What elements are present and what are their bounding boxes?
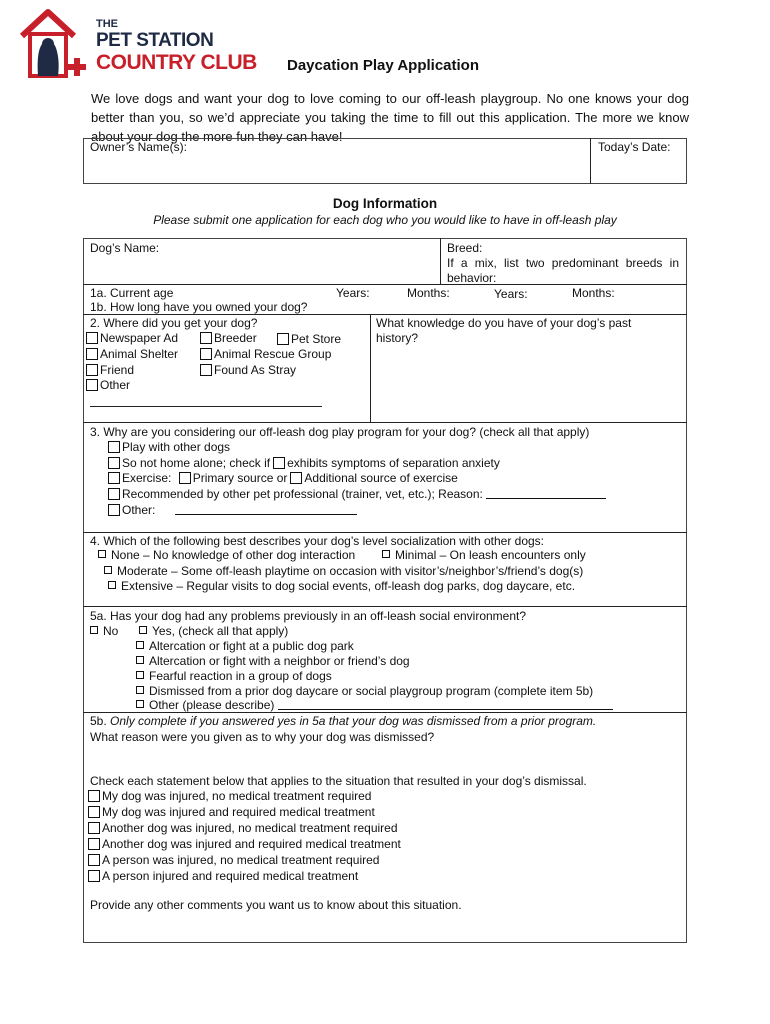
checkbox[interactable] [86, 348, 98, 360]
statement-1[interactable]: My dog was injured and required medical treatment [88, 805, 375, 819]
checkbox[interactable] [136, 700, 144, 708]
other-problem-line[interactable] [278, 709, 613, 710]
statement-3[interactable]: Another dog was injured and required medical treatment [88, 837, 401, 851]
dismissal-reason-question[interactable]: What reason were you given as to why your dog was dismissed? [90, 730, 435, 744]
dog-house-icon [18, 8, 96, 80]
q2-label: 2. Where did you get your dog? [90, 316, 258, 330]
checkbox[interactable] [88, 790, 100, 802]
statement-5[interactable]: A person injured and required medical treatment [88, 869, 358, 883]
separation-checkbox[interactable] [273, 457, 285, 469]
reason-other[interactable]: Other: [108, 503, 357, 517]
logo-pet-station: PET STATION [96, 30, 214, 51]
reason-recommended[interactable]: Recommended by other pet professional (trainer, vet, etc.); Reason: [108, 487, 606, 501]
other-reason-line[interactable] [175, 514, 357, 515]
radio[interactable] [382, 550, 390, 558]
checkbox[interactable] [86, 364, 98, 376]
checkbox[interactable] [136, 656, 144, 664]
reason-not-home[interactable]: So not home alone; check if exhibits symptoms of separation anxiety [108, 456, 500, 470]
additional-checkbox[interactable] [290, 472, 302, 484]
checkbox[interactable] [86, 379, 98, 391]
dog-info-heading: Dog Information [332, 196, 438, 211]
checkbox[interactable] [86, 332, 98, 344]
breed-hint: If a mix, list two predominant breeds in behavior: [447, 256, 679, 285]
source-breeder[interactable]: Breeder [200, 331, 257, 345]
source-other[interactable]: Other [86, 378, 130, 392]
checkbox[interactable] [90, 626, 98, 634]
logo-the: THE [96, 18, 118, 30]
page-title: Daycation Play Application [287, 57, 479, 74]
checkbox[interactable] [88, 838, 100, 850]
problems-yes[interactable]: Yes, (check all that apply) [139, 624, 288, 638]
source-animal-shelter[interactable]: Animal Shelter [86, 347, 178, 361]
dog-info-subheading: Please submit one application for each dog who you would like to have in off-leash play [153, 213, 617, 227]
checkbox[interactable] [108, 457, 120, 469]
checkbox[interactable] [136, 671, 144, 679]
reason-line[interactable] [486, 498, 606, 499]
logo-country-club: COUNTRY CLUB [96, 51, 257, 74]
reason-play[interactable]: Play with other dogs [108, 440, 230, 454]
radio[interactable] [98, 550, 106, 558]
checkbox[interactable] [136, 686, 144, 694]
reason-exercise[interactable]: Exercise: Primary source or Additional source of exercise [108, 471, 458, 485]
source-newspaper[interactable]: Newspaper Ad [86, 331, 178, 345]
statement-2[interactable]: Another dog was injured, no medical treatment required [88, 821, 398, 835]
problem-public-park[interactable]: Altercation or fight at a public dog park [136, 639, 354, 653]
primary-checkbox[interactable] [179, 472, 191, 484]
checkbox[interactable] [200, 332, 212, 344]
source-friend[interactable]: Friend [86, 363, 134, 377]
intro-paragraph: We love dogs and want your dog to love coming to our off-leash playgroup. No one knows your dog better than you, so we’d appreciate you taking the time to fill out this application. The more we know about your dog the more fun they can have! [91, 91, 689, 144]
checkbox[interactable] [200, 348, 212, 360]
problem-other[interactable]: Other (please describe) [136, 698, 613, 712]
problem-fearful[interactable]: Fearful reaction in a group of dogs [136, 669, 332, 683]
checkbox[interactable] [200, 364, 212, 376]
social-none[interactable]: None – No knowledge of other dog interaction [98, 548, 355, 562]
source-pet-store[interactable]: Pet Store [277, 332, 341, 346]
current-age-label: 1a. Current age [90, 286, 174, 300]
logo [18, 8, 268, 80]
q5a-label: 5a. Has your dog had any problems previously in an off-leash social environment? [90, 609, 527, 623]
checkbox[interactable] [88, 854, 100, 866]
social-extensive[interactable]: Extensive – Regular visits to dog social events, off-leash dog parks, dog daycare, etc. [108, 579, 575, 593]
q5b-label: 5b. Only complete if you answered yes in 5a that your dog was dismissed from a prior program. [90, 714, 597, 728]
checkbox[interactable] [88, 806, 100, 818]
age-years-field[interactable]: Years: [336, 286, 370, 300]
problems-no[interactable]: No [90, 624, 118, 638]
radio[interactable] [108, 581, 116, 589]
problem-neighbor-dog[interactable]: Altercation or fight with a neighbor or friend’s dog [136, 654, 410, 668]
other-source-line[interactable] [90, 406, 322, 407]
check-intro: Check each statement below that applies to the situation that resulted in your dog’s dismissal. [90, 774, 587, 788]
statement-0[interactable]: My dog was injured, no medical treatment required [88, 789, 371, 803]
owned-months-field[interactable]: Months: [572, 286, 615, 300]
checkbox[interactable] [88, 822, 100, 834]
owned-years-field[interactable]: Years: [494, 287, 528, 301]
checkbox[interactable] [108, 488, 120, 500]
todays-date-field[interactable]: Today’s Date: [598, 140, 671, 154]
q3-label: 3. Why are you considering our off-leash dog play program for your dog? (check all that apply) [90, 425, 590, 439]
checkbox[interactable] [108, 472, 120, 484]
checkbox[interactable] [136, 641, 144, 649]
age-months-field[interactable]: Months: [407, 286, 450, 300]
social-moderate[interactable]: Moderate – Some off-leash playtime on occasion with visitor’s/neighbor’s/friend’s dog(s) [104, 564, 583, 578]
radio[interactable] [104, 566, 112, 574]
checkbox[interactable] [88, 870, 100, 882]
dogs-name-field[interactable]: Dog’s Name: [90, 241, 160, 255]
source-rescue-group[interactable]: Animal Rescue Group [200, 347, 331, 361]
breed-field[interactable]: Breed: [447, 241, 483, 255]
owned-duration-label: 1b. How long have you owned your dog? [90, 300, 308, 314]
statement-4[interactable]: A person was injured, no medical treatment required [88, 853, 379, 867]
source-found-stray[interactable]: Found As Stray [200, 363, 296, 377]
comments-prompt[interactable]: Provide any other comments you want us to know about this situation. [90, 898, 462, 912]
history-question[interactable]: What knowledge do you have of your dog’s past history? [376, 316, 632, 345]
checkbox[interactable] [108, 441, 120, 453]
checkbox[interactable] [277, 333, 289, 345]
problem-dismissed[interactable]: Dismissed from a prior dog daycare or social playgroup program (complete item 5b) [136, 684, 593, 698]
social-minimal[interactable]: Minimal – On leash encounters only [382, 548, 586, 562]
q4-label: 4. Which of the following best describes your dog’s level socialization with other dogs: [90, 534, 545, 548]
owner-name-field[interactable]: Owner’s Name(s): [90, 140, 187, 154]
checkbox[interactable] [108, 504, 120, 516]
checkbox[interactable] [139, 626, 147, 634]
